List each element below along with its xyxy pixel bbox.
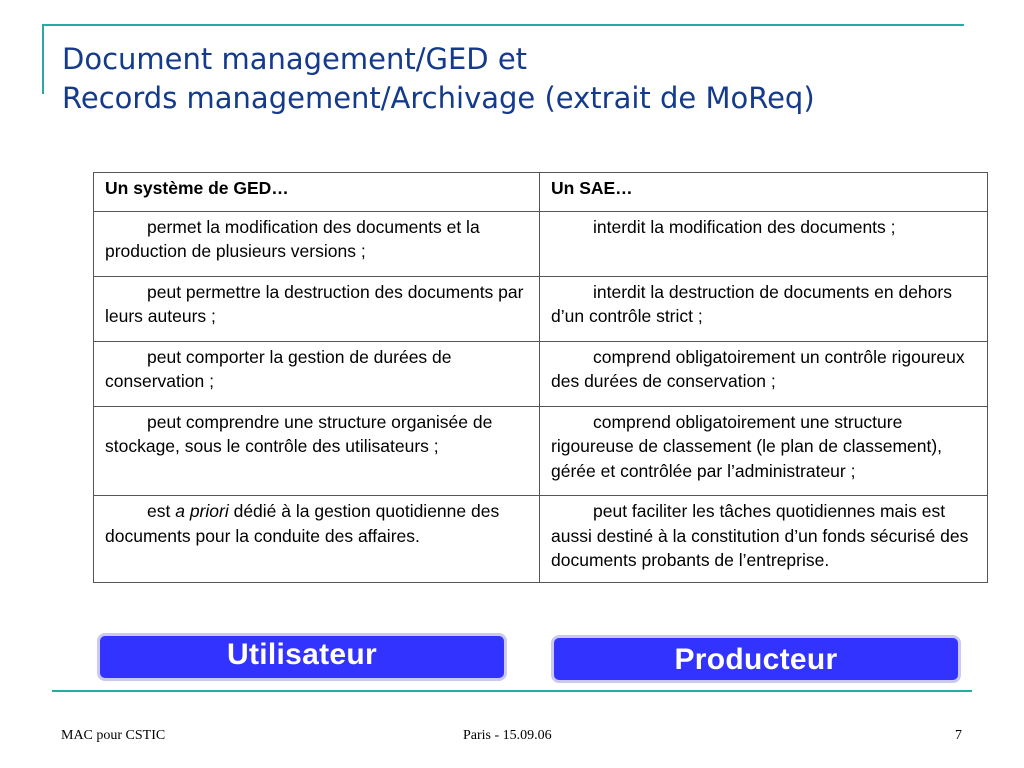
- italic-term: a priori: [175, 501, 229, 521]
- ged-cell: [94, 406, 540, 496]
- cell-text: comprend obligatoirement un contrôle rigoureux des durées de conservation ;: [551, 346, 965, 391]
- slide-title-line-1: Document management/GED et: [62, 42, 528, 76]
- cell-text: peut comprendre une structure organisée de stockage, sous le contrôle des utilisateurs ;: [105, 411, 493, 456]
- producteur-button[interactable]: Producteur: [551, 635, 961, 683]
- ged-cell: [94, 211, 540, 276]
- table-row: [94, 211, 988, 276]
- cell-text: [105, 499, 527, 548]
- table-row: [94, 341, 988, 406]
- cell-text-end: dédié à la gestion quotidienne des documents pour la conduite des affaires.: [105, 501, 500, 546]
- cell-text: comprend obligatoirement une structure rigoureuse de classement (le plan de classement), gérée et contrôlée par l’administrateur ;: [551, 411, 943, 481]
- slide-title: [62, 40, 815, 118]
- top-accent-line: [42, 24, 964, 26]
- utilisateur-button[interactable]: Utilisateur: [97, 633, 507, 681]
- footer-divider: [52, 690, 972, 692]
- page-number: 7: [955, 728, 962, 743]
- cell-text: peut faciliter les tâches quotidiennes mais est aussi destiné à la constitution d’un fonds sécurisé des documents probants de l’entreprise.: [551, 501, 969, 570]
- sae-cell: [540, 496, 988, 583]
- header-sae: Un SAE…: [540, 173, 988, 212]
- sae-cell: [540, 276, 988, 341]
- sae-cell: [540, 406, 988, 496]
- table-row: [94, 496, 988, 583]
- cell-text: interdit la destruction de documents en dehors d’un contrôle strict ;: [551, 281, 952, 326]
- header-ged: Un système de GED…: [94, 173, 540, 212]
- ged-cell: [94, 496, 540, 583]
- ged-cell: [94, 341, 540, 406]
- comparison-table: [93, 172, 988, 583]
- footer-date: Paris - 15.09.06: [463, 728, 552, 743]
- left-accent-line: [42, 24, 44, 94]
- table-header-row: [94, 173, 988, 212]
- cell-text: peut comporter la gestion de durées de conservation ;: [105, 346, 452, 391]
- table-row: [94, 406, 988, 496]
- sae-cell: [540, 341, 988, 406]
- table-row: [94, 276, 988, 341]
- cell-text: peut permettre la destruction des documents par leurs auteurs ;: [105, 281, 524, 326]
- slide-title-line-2: Records management/Archivage (extrait de MoReq): [62, 81, 815, 115]
- cell-text: permet la modification des documents et la production de plusieurs versions ;: [105, 216, 480, 261]
- sae-cell: [540, 211, 988, 276]
- cell-text: interdit la modification des documents ;: [593, 216, 896, 237]
- ged-cell: [94, 276, 540, 341]
- footer-left-text: MAC pour CSTIC: [61, 728, 166, 743]
- cell-text-start: est: [147, 501, 176, 521]
